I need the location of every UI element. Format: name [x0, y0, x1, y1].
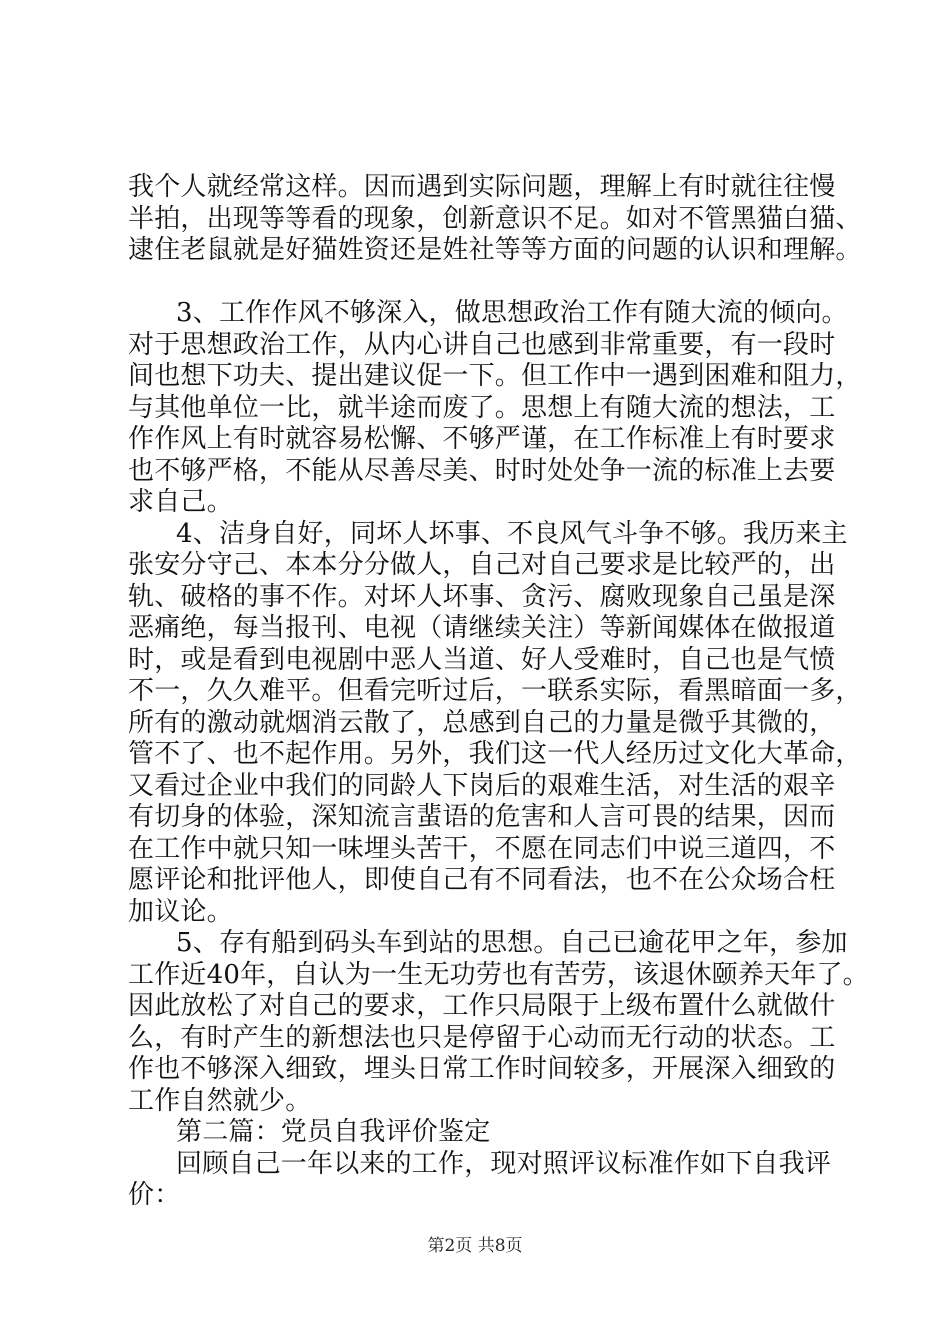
text-line: 4、洁身自好，同坏人坏事、不良风气斗争不够。我历来主 [176, 518, 848, 549]
text-line: 对于思想政治工作，从内心讲自己也感到非常重要，有一段时 [128, 329, 836, 360]
text-line: 工作自然就少。 [128, 1085, 312, 1116]
text-line: 张安分守己、本本分分做人，自己对自己要求是比较严的，出 [128, 550, 836, 580]
text-line: 3、工作作风不够深入，做思想政治工作有随大流的倾向。 [176, 298, 848, 328]
text-line: 时，或是看到电视剧中恶人当道、好人受难时，自己也是气愤 [128, 644, 836, 675]
document-body [128, 172, 869, 1212]
text-line: 轨、破格的事不作。对坏人坏事、贪污、腐败现象自己虽是深 [128, 581, 836, 612]
text-line: 我个人就经常这样。因而遇到实际问题，理解上有时就往往慢 [128, 172, 836, 202]
text-line: 也不够严格，不能从尽善尽美、时时处处争一流的标准上去要 [128, 455, 836, 486]
text-line: 加议论。 [128, 896, 233, 927]
text-line: 在工作中就只知一味埋头苦干，不愿在同志们中说三道四，不 [128, 833, 836, 864]
text-line: 因此放松了对自己的要求，工作只局限于上级布置什么就做什 [128, 991, 836, 1021]
text-line: 间也想下功夫、提出建议促一下。但工作中一遇到困难和阻力， [128, 361, 862, 391]
text-line: 有切身的体验，深知流言蜚语的危害和人言可畏的结果，因而 [128, 802, 836, 832]
text-line: 愿评论和批评他人，即使自己有不同看法，也不在公众场合枉 [128, 865, 836, 895]
text-line: 不一，久久难平。但看完听过后，一联系实际，看黑暗面一多， [128, 676, 862, 706]
text-line: 作也不够深入细致，埋头日常工作时间较多，开展深入细致的 [128, 1054, 836, 1084]
page-number-footer: 第2页 共8页 [427, 1236, 523, 1256]
text-line: 管不了、也不起作用。另外，我们这一代人经历过文化大革命， [128, 739, 862, 769]
text-line: 逮住老鼠就是好猫姓资还是姓社等等方面的问题的认识和理解。 [128, 235, 862, 265]
paragraph-gap [128, 267, 838, 299]
text-line: 恶痛绝，每当报刊、电视（请继续关注）等新闻媒体在做报道 [128, 613, 836, 643]
text-line: 所有的激动就烟消云散了，总感到自己的力量是微乎其微的， [128, 707, 836, 738]
text-line: 又看过企业中我们的同龄人下岗后的艰难生活，对生活的艰辛 [128, 770, 836, 801]
text-line: 与其他单位一比，就半途而废了。思想上有随大流的想法，工 [128, 392, 836, 423]
text-line: 求自己。 [128, 487, 233, 517]
text-line: 么，有时产生的新想法也只是停留于心动而无行动的状态。工 [128, 1022, 836, 1053]
section-heading: 第二篇：党员自我评价鉴定 [176, 1117, 491, 1147]
text-line: 作作风上有时就容易松懈、不够严谨，在工作标准上有时要求 [128, 424, 836, 454]
text-line: 工作近40年，自认为一生无功劳也有苦劳，该退休颐养天年了。 [128, 959, 869, 990]
text-line: 5、存有船到码头车到站的思想。自己已逾花甲之年，参加 [176, 928, 848, 958]
text-line: 价： [128, 1180, 181, 1210]
text-line: 回顾自己一年以来的工作，现对照评议标准作如下自我评 [176, 1148, 832, 1179]
text-line: 半拍，出现等等看的现象，创新意识不足。如对不管黑猫白猫、 [128, 203, 862, 234]
